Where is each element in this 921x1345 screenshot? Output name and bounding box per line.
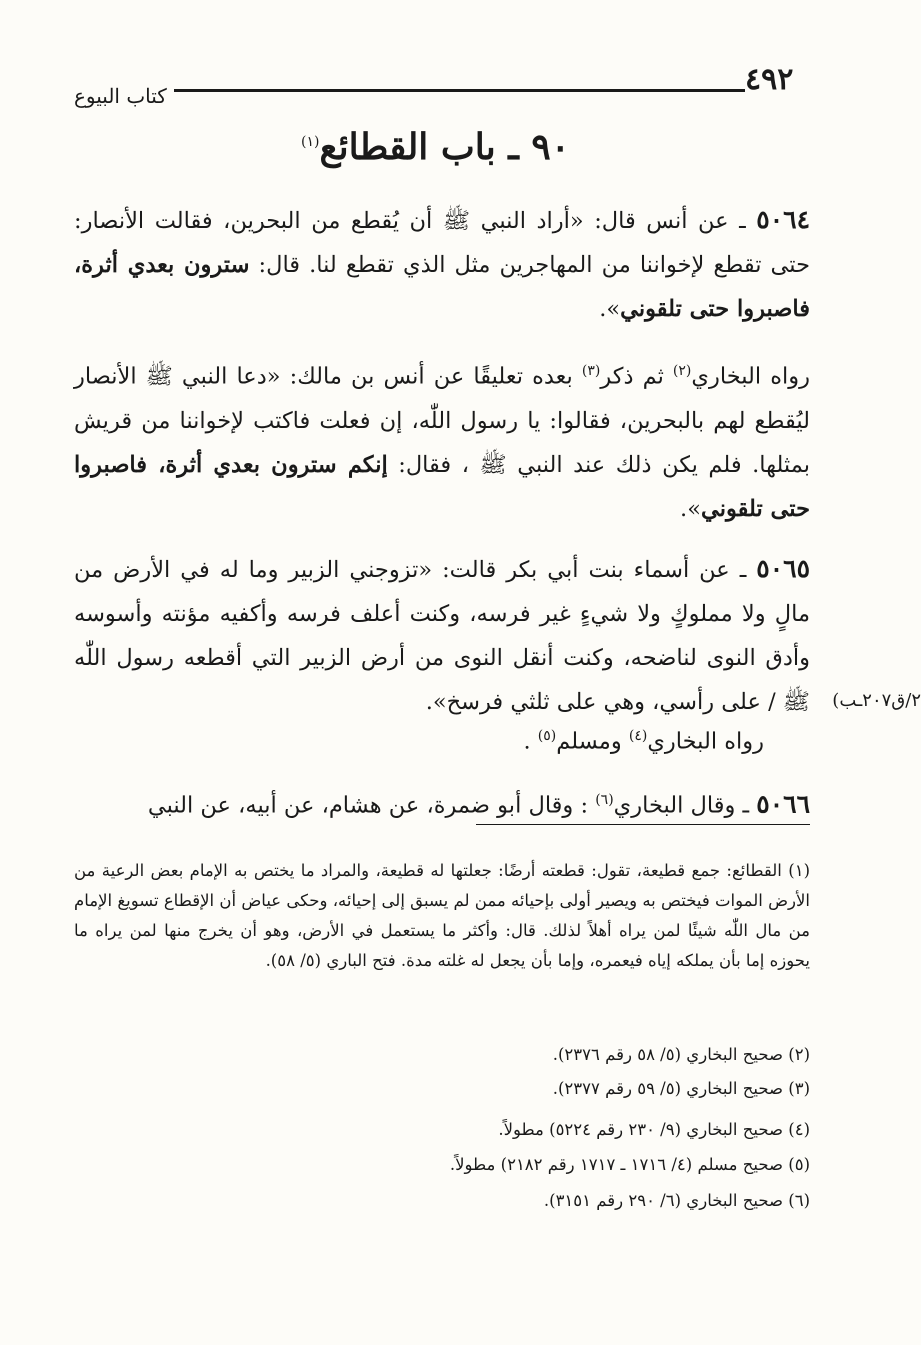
footnote-mark: (٣) <box>581 363 601 379</box>
manuscript-margin-note: ٢/ق٢٠٧ـب) <box>832 690 921 711</box>
footnote-mark: (٢) <box>672 363 692 379</box>
hadith-quote-end: ». <box>599 296 621 322</box>
hadith-quote-end: ». <box>680 495 701 522</box>
footnote-6: (٦) صحيح البخاري (٦/ ٢٩٠ رقم ٣١٥١). <box>543 1191 810 1210</box>
hadith-paragraph <box>74 198 810 331</box>
running-title: كتاب البيوع <box>74 84 167 108</box>
footnote-mark: (٦) <box>595 792 614 808</box>
hadith-quote-bold: إنكم سترون بعدي أثرة، فاصبروا حتى تلقوني <box>74 451 810 522</box>
narration-text: بعده تعليقًا عن أنس بن مالك: «دعا النبي ﷺ الأنصار ليُقطع لهم بالبحرين، فقالوا: يا رسول اللّٰه، إن فعلت فاكتب لإخواننا من قريش بمثلها. فلم يكن ذلك عند النبي ﷺ ، فقال: <box>74 363 810 478</box>
narration-paragraph <box>74 349 810 531</box>
narration-text: ثم ذكر <box>600 363 673 390</box>
chapter-title: ٩٠ ـ باب القطائع <box>319 126 570 168</box>
footnote-mark: (١) <box>300 134 320 150</box>
footnote-4: (٤) صحيح البخاري (٩/ ٢٣٠ رقم ٥٢٢٤) مطولاً. <box>498 1120 810 1139</box>
hadith-text: ـ عن أنس قال: «أراد النبي ﷺ أن يُقطع من البحرين، فقالت الأنصار: حتى تقطع لإخواننا من المهاجرين مثل الذي تقطع لنا. قال: <box>74 208 810 278</box>
reference-line <box>74 714 764 764</box>
hadith-text: : وقال أبو ضمرة، عن هشام، عن أبيه، عن النبي <box>147 792 596 819</box>
footnote-separator <box>476 824 810 825</box>
footnote-1: (١) القطائع: جمع قطيعة، تقول: قطعته أرضًا: جعلتها له قطيعة، والمراد ما يختص به الإمام بعض الرعية من الأرض الموات فيختص به ويصير أولى بإحيائه ممن لم يسبق إلى إحيائه، وحكى عياض أن الإقطاع تسويغ الإمام من مال اللّٰه شيئًا لمن يراه أهلاً لذلك. قال: وأكثر ما يستعمل في الأرض، وهو أن يخرج منها لمن يراه ما يحوزه إما بأن يملكه إياه فيعمره، وإما بأن يجعل له غلته مدة. فتح الباري (٥/ ٥٨). <box>74 861 810 970</box>
reference-text: . <box>523 728 538 755</box>
page-number: ٤٩٢ <box>745 62 794 97</box>
reference-text: رواه البخاري <box>647 728 764 755</box>
hadith-number: ٥٠٦٥ <box>756 554 810 583</box>
hadith-text: ـ وقال البخاري <box>613 792 757 819</box>
hadith-text: ـ عن أسماء بنت أبي بكر قالت: «تزوجني الزبير وما له في الأرض من مالٍ ولا مملوكٍ ولا شيءٍ غير فرسه، وكنت أعلف فرسه وأكفيه مؤنته وأسوسه وأدق النوى لناضحه، وكنت أنقل النوى من أرض الزبير التي أقطعه رسول اللّٰه ﷺ / على رأسي، وهي على ثلثي فرسخ». <box>74 557 810 715</box>
footnote-mark: (٤) <box>628 728 648 744</box>
header-rule <box>174 89 745 92</box>
footnote-mark: (٥) <box>537 728 557 744</box>
hadith-paragraph <box>74 547 810 724</box>
footnote-2: (٢) صحيح البخاري (٥/ ٥٨ رقم ٢٣٧٦). <box>552 1045 810 1064</box>
footnote-3: (٣) صحيح البخاري (٥/ ٥٩ رقم ٢٣٧٧). <box>552 1079 810 1098</box>
hadith-quote-bold: سترون بعدي أثرة، فاصبروا حتى تلقوني <box>74 252 810 322</box>
hadith-paragraph <box>74 778 810 828</box>
narration-text: رواه البخاري <box>691 363 810 390</box>
hadith-number: ٥٠٦٦ <box>756 789 810 819</box>
reference-text: ومسلم <box>556 728 629 755</box>
chapter-heading <box>300 126 570 168</box>
hadith-number: ٥٠٦٤ <box>756 205 810 234</box>
footnote-5: (٥) صحيح مسلم (٤/ ١٧١٦ ـ ١٧١٧ رقم ٢١٨٢) مطولاً. <box>449 1155 810 1174</box>
